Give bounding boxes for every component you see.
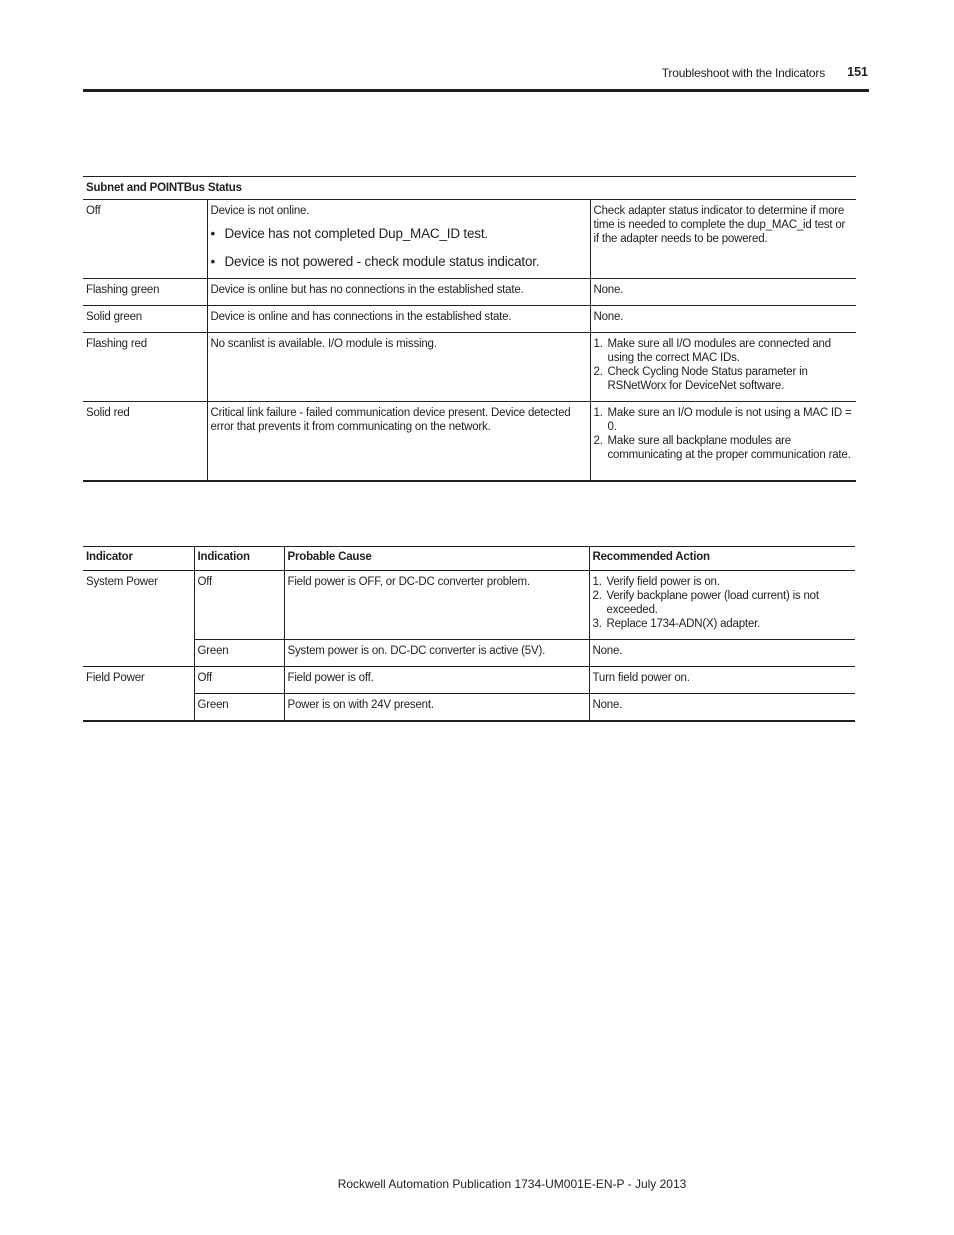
action-cell: Turn field power on. xyxy=(589,667,855,694)
list-item: 2. Verify backplane power (load current) is not exceeded. xyxy=(592,590,819,616)
table-row xyxy=(83,640,855,667)
action-cell: Check adapter status indicator to determine if more time is needed to complete the dup_MAC_id test or if the adapter needs to be powered. xyxy=(590,200,856,279)
list-item: • Device is not powered - check module status indicator. xyxy=(211,254,587,270)
indicator-cell: Field Power xyxy=(86,672,145,684)
indication-cell: Off xyxy=(194,667,284,694)
description-cell: No scanlist is available. I/O module is missing. xyxy=(207,333,590,402)
table-row xyxy=(83,306,856,333)
numbered-list xyxy=(594,337,854,393)
list-item: 1. Make sure an I/O module is not using a MAC ID = 0. xyxy=(593,407,852,433)
cause-cell: System power is on. DC-DC converter is active (5V). xyxy=(284,640,589,667)
indication-cell: Flashing green xyxy=(83,279,207,306)
column-header: Recommended Action xyxy=(589,547,855,571)
list-item: 1. Make sure all I/O modules are connected and using the correct MAC IDs. xyxy=(593,338,831,364)
subnet-pointbus-status-table xyxy=(83,176,856,482)
column-header: Indicator xyxy=(83,547,194,571)
header-rule xyxy=(83,89,869,92)
description-cell: Device is online and has connections in the established state. xyxy=(207,306,590,333)
action-cell: None. xyxy=(589,694,855,722)
description-text: Device is not online. xyxy=(210,205,310,217)
table-row xyxy=(83,571,855,640)
action-cell xyxy=(589,571,855,640)
page-number: 151 xyxy=(847,65,868,79)
table-row xyxy=(83,200,856,279)
indication-cell: Off xyxy=(194,571,284,640)
action-cell: None. xyxy=(590,306,856,333)
indicator-cell: System Power xyxy=(83,571,194,667)
description-cell xyxy=(207,200,590,279)
description-cell: Device is online but has no connections in the established state. xyxy=(207,279,590,306)
list-item: 2. Check Cycling Node Status parameter in RSNetWorx for DeviceNet software. xyxy=(593,366,808,392)
table-row xyxy=(83,694,855,722)
bullet-list xyxy=(211,226,587,270)
list-item: 1. Verify field power is on. xyxy=(592,576,720,588)
numbered-list xyxy=(593,575,853,631)
table-row xyxy=(83,402,856,482)
list-item: 2. Make sure all backplane modules are communicating at the proper communication rate. xyxy=(593,435,851,461)
table-row xyxy=(83,279,856,306)
action-cell xyxy=(590,402,856,482)
running-header: Troubleshoot with the Indicators xyxy=(661,66,825,80)
indication-cell: Solid red xyxy=(86,407,130,419)
cause-cell: Field power is off. xyxy=(284,667,589,694)
list-item: • Device has not completed Dup_MAC_ID test. xyxy=(211,226,587,242)
cause-cell: Field power is OFF, or DC-DC converter problem. xyxy=(284,571,589,640)
indication-cell: Solid green xyxy=(83,306,207,333)
table-title: Subnet and POINTBus Status xyxy=(83,177,856,200)
column-header: Probable Cause xyxy=(284,547,589,571)
indication-cell: Flashing red xyxy=(83,333,207,402)
indication-cell: Green xyxy=(194,694,284,722)
page-footer: Rockwell Automation Publication 1734-UM001E-EN-P - July 2013 xyxy=(337,1177,687,1191)
action-cell: None. xyxy=(589,640,855,667)
indication-cell: Off xyxy=(83,200,207,279)
action-cell xyxy=(590,333,856,402)
list-item: 3. Replace 1734-ADN(X) adapter. xyxy=(592,618,761,630)
cause-cell: Power is on with 24V present. xyxy=(284,694,589,722)
action-cell: None. xyxy=(590,279,856,306)
description-cell: Critical link failure - failed communication device present. Device detected error that prevents it from communicating on the network. xyxy=(207,402,590,482)
table-row xyxy=(83,333,856,402)
power-status-table xyxy=(83,546,855,722)
numbered-list xyxy=(594,406,854,462)
table-header-row xyxy=(83,547,855,571)
column-header: Indication xyxy=(194,547,284,571)
table-row xyxy=(83,667,855,694)
indication-cell: Green xyxy=(194,640,284,667)
